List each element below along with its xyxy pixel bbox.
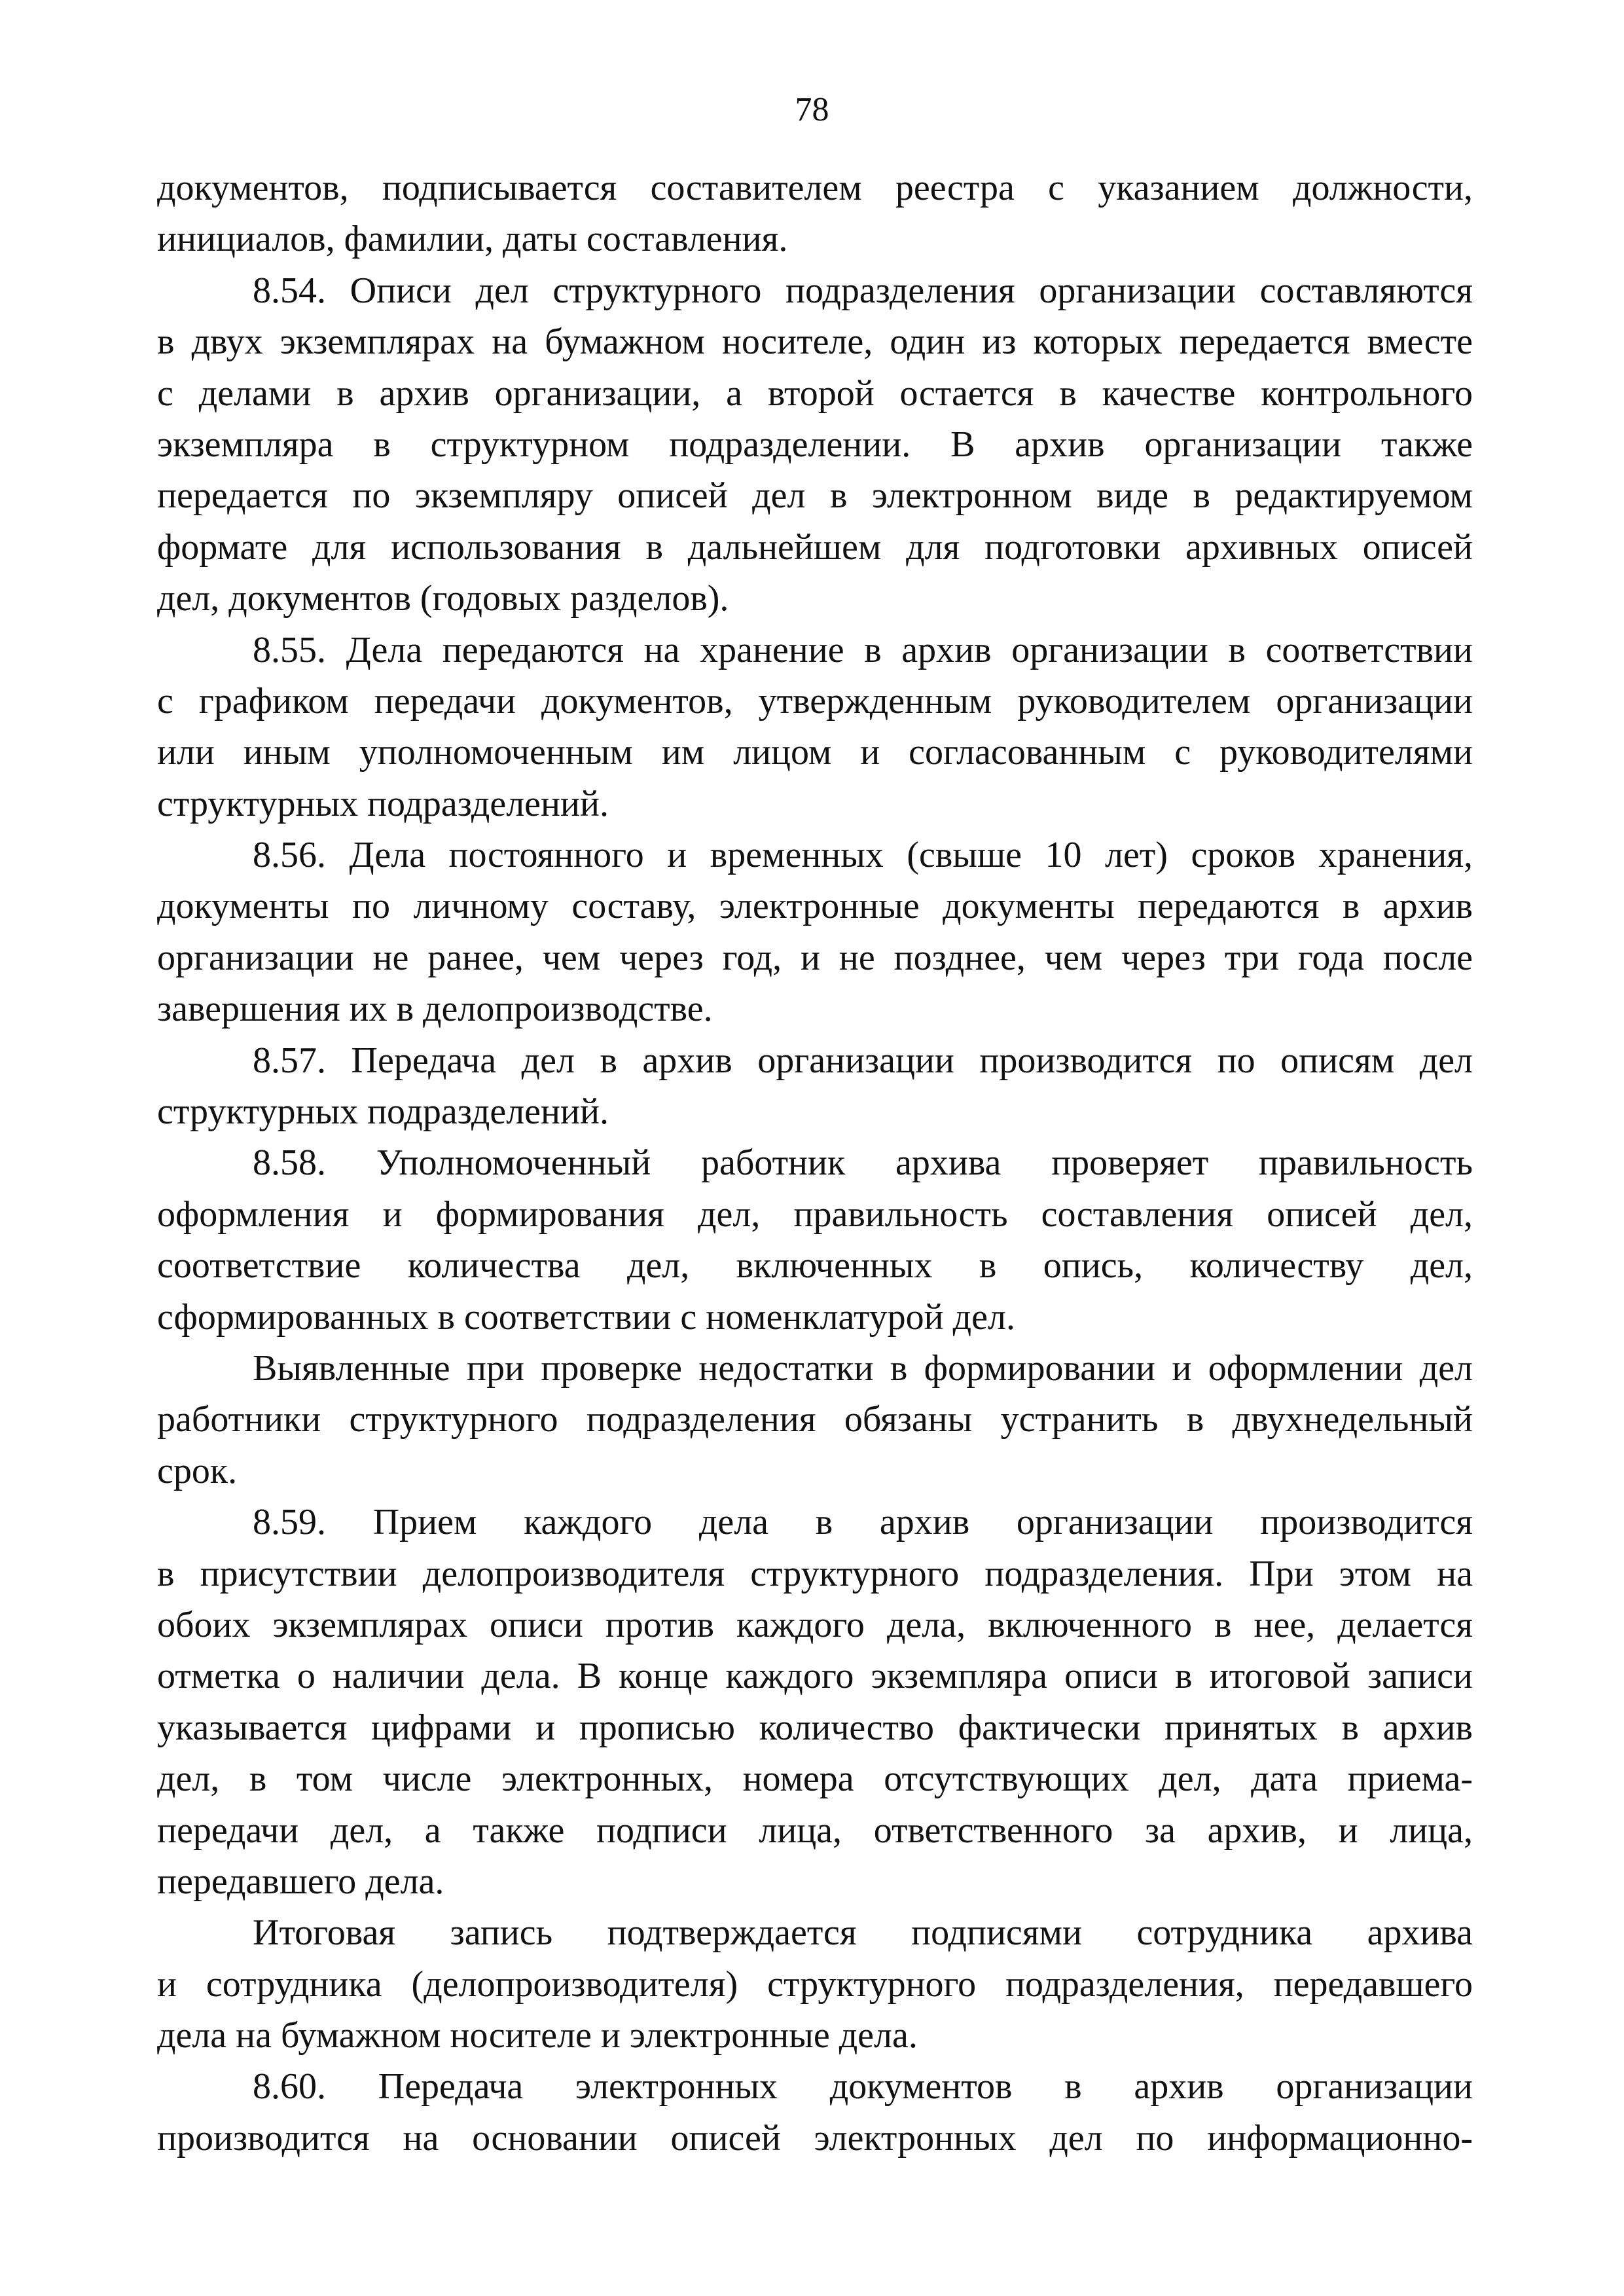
text-line: и сотрудника (делопроизводителя) структурного подразделения, передавшего (157, 1963, 1473, 2005)
text-line: экземпляра в структурном подразделении. В архив организации также (157, 424, 1473, 465)
text-line: 8.60. Передача электронных документов в архив организации (253, 2066, 1473, 2107)
text-line: 8.55. Дела передаются на хранение в архив организации в соответствии (253, 629, 1473, 670)
paragraph (157, 829, 1473, 1035)
text-line: дел, в том числе электронных, номера отсутствующих дел, дата приема- (157, 1758, 1473, 1800)
text-line: передачи дел, а также подписи лица, ответственного за архив, и лица, (157, 1810, 1473, 1851)
paragraph (157, 625, 1473, 830)
text-line: дела на бумажном носителе и электронные дела. (157, 2015, 918, 2056)
paragraph (157, 1907, 1473, 2061)
text-line: завершения их в делопроизводстве. (157, 989, 713, 1030)
text-line: или иным уполномоченным им лицом и согласованным с руководителями (157, 732, 1473, 773)
text-line: передается по экземпляру описей дел в электронном виде в редактируемом (157, 475, 1473, 517)
text-line: 8.56. Дела постоянного и временных (свыше 10 лет) сроков хранения, (253, 835, 1473, 876)
text-line: производится на основании описей электронных дел по информационно- (157, 2117, 1473, 2159)
text-line: обоих экземплярах описи против каждого дела, включенного в нее, делается (157, 1604, 1473, 1645)
paragraph (157, 162, 1473, 265)
text-line: организации не ранее, чем через год, и не позднее, чем через три года после (157, 937, 1473, 978)
text-line: Выявленные при проверке недостатки в формировании и оформлении дел (253, 1347, 1473, 1389)
text-line: 8.57. Передача дел в архив организации производится по описям дел (253, 1040, 1473, 1081)
text-line: дел, документов (годовых разделов). (157, 578, 729, 619)
text-line: отметка о наличии дела. В конце каждого экземпляра описи в итоговой записи (157, 1656, 1473, 1697)
text-line: формате для использования в дальнейшем для подготовки архивных описей (157, 526, 1473, 568)
paragraph (157, 1497, 1473, 1907)
text-line: структурных подразделений. (157, 1091, 609, 1133)
text-line: в двух экземплярах на бумажном носителе, один из которых передается вместе (157, 321, 1473, 363)
text-line: в присутствии делопроизводителя структурного подразделения. При этом на (157, 1553, 1473, 1594)
text-line: документы по личному составу, электронные документы передаются в архив (157, 886, 1473, 927)
text-line: инициалов, фамилии, даты составления. (157, 219, 788, 260)
page-number: 78 (795, 91, 829, 128)
text-line: 8.58. Уполномоченный работник архива проверяет правильность (253, 1142, 1473, 1184)
document-body (157, 162, 1473, 2164)
text-line: срок. (157, 1450, 238, 1491)
text-line: передавшего дела. (157, 1861, 444, 1902)
text-line: структурных подразделений. (157, 783, 609, 824)
text-line: работники структурного подразделения обязаны устранить в двухнедельный (157, 1399, 1473, 1440)
text-line: с графиком передачи документов, утвержденным руководителем организации (157, 680, 1473, 721)
text-line: документов, подписывается составителем реестра с указанием должности, (157, 168, 1473, 208)
paragraph (157, 265, 1473, 625)
text-line: 8.59. Прием каждого дела в архив организации производится (253, 1502, 1473, 1543)
paragraph (157, 1137, 1473, 1343)
paragraph (157, 2061, 1473, 2164)
paragraph (157, 1035, 1473, 1138)
paragraph (157, 1343, 1473, 1497)
text-line: оформления и формирования дел, правильность составления описей дел, (157, 1194, 1473, 1235)
text-line: соответствие количества дел, включенных в опись, количеству дел, (157, 1245, 1473, 1286)
text-line: 8.54. Описи дел структурного подразделения организации составляются (253, 270, 1473, 311)
text-line: сформированных в соответствии с номенклатурой дел. (157, 1296, 1015, 1338)
text-line: с делами в архив организации, а второй остается в качестве контрольного (157, 373, 1473, 414)
text-line: Итоговая запись подтверждается подписями сотрудника архива (253, 1912, 1473, 1954)
text-line: указывается цифрами и прописью количество фактически принятых в архив (157, 1707, 1473, 1748)
